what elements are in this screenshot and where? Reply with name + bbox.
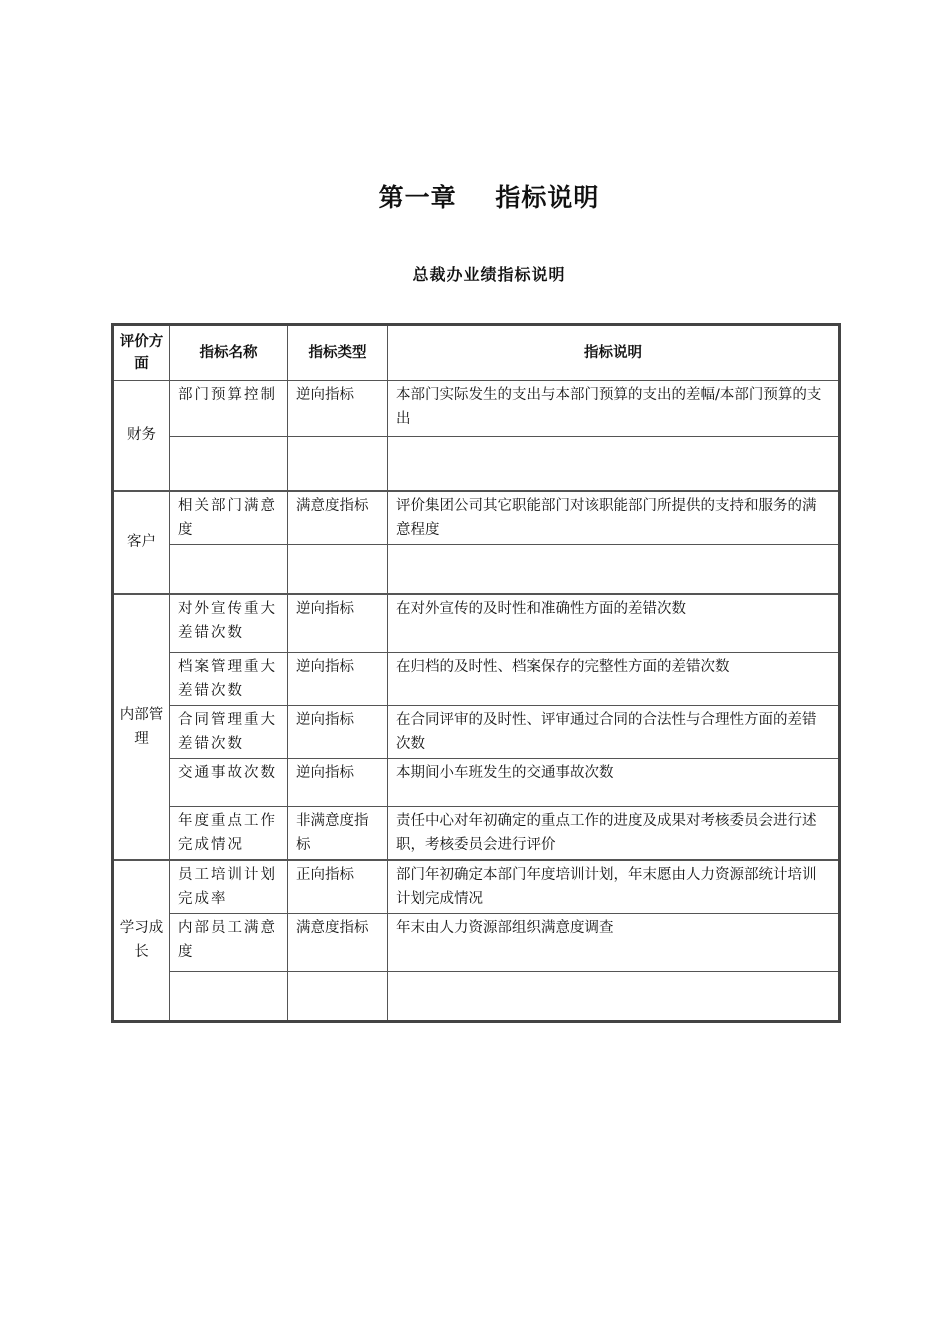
indicator-desc: 本部门实际发生的支出与本部门预算的支出的差幅/本部门预算的支出 <box>388 381 840 437</box>
indicator-type: 逆向指标 <box>288 652 388 705</box>
header-desc: 指标说明 <box>388 325 840 381</box>
indicator-name: 年度重点工作完成情况 <box>170 806 288 860</box>
indicator-name <box>170 971 288 1021</box>
aspect-learning-growth: 学习成长 <box>113 860 170 1022</box>
indicator-name: 合同管理重大差错次数 <box>170 705 288 758</box>
indicator-desc: 年末由人力资源部组织满意度调查 <box>388 913 840 971</box>
indicator-desc: 在合同评审的及时性、评审通过合同的合法性与合理性方面的差错次数 <box>388 705 840 758</box>
indicator-desc: 部门年初确定本部门年度培训计划，年末愿由人力资源部统计培训计划完成情况 <box>388 860 840 914</box>
header-type: 指标类型 <box>288 325 388 381</box>
header-aspect: 评价方面 <box>113 325 170 381</box>
chapter-title: 第一章 指标说明 <box>378 183 600 212</box>
table-row <box>113 758 840 806</box>
table-row <box>113 860 840 914</box>
indicator-name: 交通事故次数 <box>170 758 288 806</box>
indicator-name: 内部员工满意度 <box>170 913 288 971</box>
indicator-desc: 评价集团公司其它职能部门对该职能部门所提供的支持和服务的满意程度 <box>388 491 840 545</box>
indicator-desc <box>388 437 840 491</box>
indicator-type: 满意度指标 <box>288 491 388 545</box>
indicator-name: 部门预算控制 <box>170 381 288 437</box>
table-title: 总裁办业绩指标说明 <box>412 265 566 284</box>
indicator-type <box>288 971 388 1021</box>
indicator-desc: 责任中心对年初确定的重点工作的进度及成果对考核委员会进行述职，考核委员会进行评价 <box>388 806 840 860</box>
table-row <box>113 806 840 860</box>
indicator-desc <box>388 544 840 594</box>
header-name: 指标名称 <box>170 325 288 381</box>
indicator-type <box>288 437 388 491</box>
table-row <box>113 491 840 545</box>
indicator-desc: 在对外宣传的及时性和准确性方面的差错次数 <box>388 594 840 652</box>
indicator-type <box>288 544 388 594</box>
indicator-desc: 本期间小车班发生的交通事故次数 <box>388 758 840 806</box>
indicator-type: 满意度指标 <box>288 913 388 971</box>
indicator-type: 逆向指标 <box>288 705 388 758</box>
indicator-name <box>170 437 288 491</box>
table-row <box>113 705 840 758</box>
table-header-row <box>113 325 840 381</box>
kpi-table <box>111 323 841 1023</box>
indicator-desc: 在归档的及时性、档案保存的完整性方面的差错次数 <box>388 652 840 705</box>
indicator-name: 员工培训计划完成率 <box>170 860 288 914</box>
table-row <box>113 594 840 652</box>
table-row <box>113 544 840 594</box>
table-row <box>113 971 840 1021</box>
table-row <box>113 437 840 491</box>
table-row <box>113 913 840 971</box>
table-row <box>113 652 840 705</box>
indicator-name: 档案管理重大差错次数 <box>170 652 288 705</box>
indicator-type: 正向指标 <box>288 860 388 914</box>
indicator-name <box>170 544 288 594</box>
indicator-type: 逆向指标 <box>288 381 388 437</box>
indicator-type: 逆向指标 <box>288 594 388 652</box>
aspect-internal-management: 内部管理 <box>113 594 170 860</box>
table-row <box>113 381 840 437</box>
indicator-desc <box>388 971 840 1021</box>
indicator-name: 相关部门满意度 <box>170 491 288 545</box>
indicator-type: 逆向指标 <box>288 758 388 806</box>
indicator-type: 非满意度指标 <box>288 806 388 860</box>
aspect-finance: 财务 <box>113 381 170 491</box>
indicator-name: 对外宣传重大差错次数 <box>170 594 288 652</box>
aspect-customer: 客户 <box>113 491 170 595</box>
